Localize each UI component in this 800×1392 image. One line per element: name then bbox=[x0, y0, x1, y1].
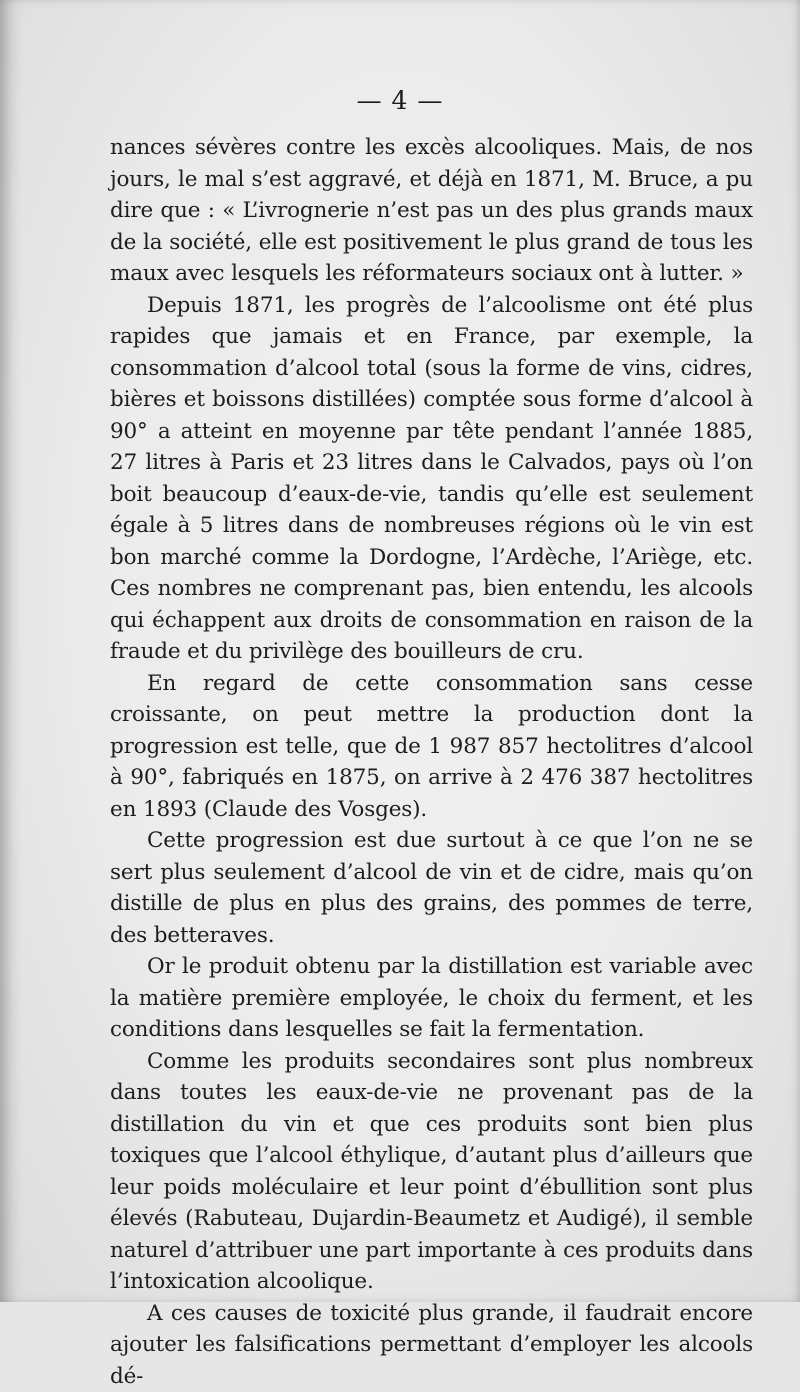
paragraph-2: Depuis 1871, les progrès de l’alcoolisme ont été plus rapides que jamais et en France, par exemple, la consommation d’alcool total (sous la forme de vins, cidres, bières et boissons distillées) comptée sous forme d’alcool à 90° a atteint en moyenne par tête pendant l’année 1885, 27 litres à Paris et 23 litres dans le Calvados, pays où l’on boit beaucoup d’eaux-de-vie, tandis qu’elle est seulement égale à 5 litres dans de nombreuses régions où le vin est bon marché comme la Dordogne, l’Ardèche, l’Ariège, etc. Ces nombres ne comprenant pas, bien entendu, les alcools qui échappent aux droits de consommation en raison de la fraude et du privilège des bouilleurs de cru. bbox=[110, 290, 753, 668]
paragraph-5: Or le produit obtenu par la distillation est variable avec la matière première employée, le choix du ferment, et les conditions dans lesquelles se fait la fermentation. bbox=[110, 951, 753, 1046]
body-text bbox=[110, 132, 753, 1392]
paragraph-3: En regard de cette consommation sans cesse croissante, on peut mettre la production dont la progression est telle, que de 1 987 857 hectolitres d’alcool à 90°, fabriqués en 1875, on arrive à 2 476 387 hectolitres en 1893 (Claude des Vosges). bbox=[110, 668, 753, 826]
paragraph-4: Cette progression est due surtout à ce que l’on ne se sert plus seulement d’alcool de vin et de cidre, mais qu’on distille de plus en plus des grains, des pommes de terre, des betteraves. bbox=[110, 825, 753, 951]
page-number: — 4 — bbox=[0, 86, 800, 115]
paragraph-6: Comme les produits secondaires sont plus nombreux dans toutes les eaux-de-vie ne provenant pas de la distillation du vin et que ces produits sont bien plus toxiques que l’alcool éthylique, d’autant plus d’ailleurs que leur poids moléculaire et leur point d’ébullition sont plus élevés (Rabuteau, Dujardin-Beaumetz et Audigé), il semble naturel d’attribuer une part importante à ces produits dans l’intoxication alcoolique. bbox=[110, 1046, 753, 1298]
paragraph-7: A ces causes de toxicité plus grande, il faudrait encore ajouter les falsifications permettant d’employer les alcools dé- bbox=[110, 1298, 753, 1392]
paragraph-1: nances sévères contre les excès alcooliques. Mais, de nos jours, le mal s’est aggravé, et déjà en 1871, M. Bruce, a pu dire que : « L’ivrognerie n’est pas un des plus grands maux de la société, elle est positivement le plus grand de tous les maux avec lesquels les réformateurs sociaux ont à lutter. » bbox=[110, 132, 753, 290]
